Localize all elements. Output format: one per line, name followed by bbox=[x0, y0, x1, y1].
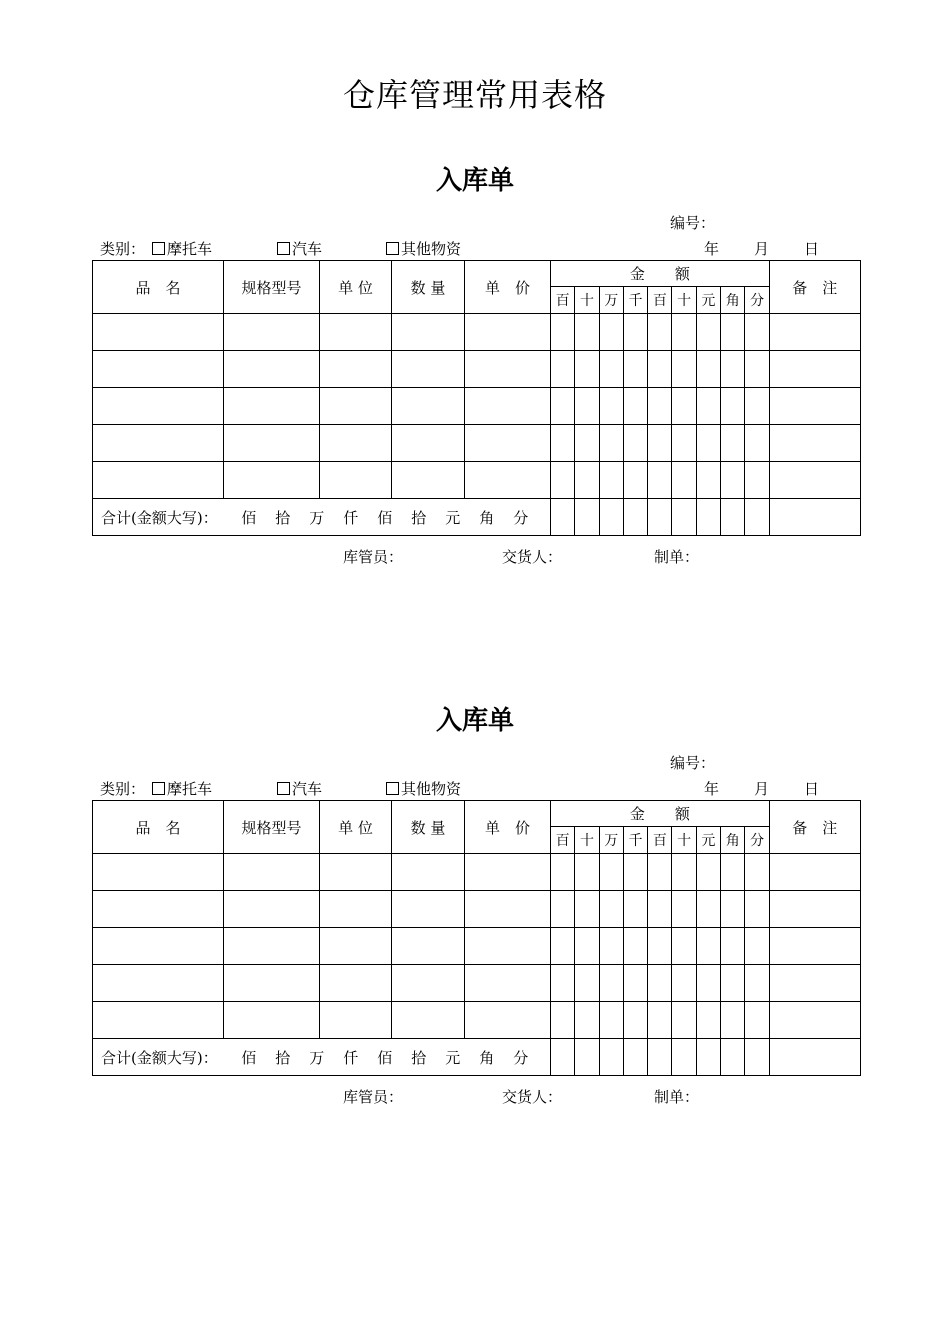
amount-digit-cell[interactable] bbox=[623, 499, 647, 536]
remark-cell[interactable] bbox=[769, 1002, 860, 1039]
amount-digit-header: 分 bbox=[745, 287, 769, 314]
name-cell[interactable] bbox=[93, 1002, 224, 1039]
inbound-table bbox=[92, 800, 861, 1076]
amount-digit-cell[interactable] bbox=[599, 314, 623, 351]
remark-cell[interactable] bbox=[769, 928, 860, 965]
price-cell[interactable] bbox=[465, 928, 551, 965]
amount-digit-cell[interactable] bbox=[696, 351, 720, 388]
checkbox-icon[interactable] bbox=[386, 782, 399, 795]
amount-digit-cell[interactable] bbox=[551, 854, 575, 891]
col-header-qty: 数 量 bbox=[392, 261, 465, 314]
amount-digit-cell[interactable] bbox=[551, 462, 575, 499]
unit-cell[interactable] bbox=[320, 965, 392, 1002]
total-unit: 万 bbox=[309, 1048, 325, 1067]
category-option-other[interactable]: 其他物资 bbox=[386, 238, 461, 259]
amount-digit-header: 万 bbox=[599, 827, 623, 854]
checkbox-icon[interactable] bbox=[277, 242, 290, 255]
amount-digit-cell[interactable] bbox=[623, 314, 647, 351]
table-row bbox=[93, 462, 861, 499]
amount-digit-cell[interactable] bbox=[696, 425, 720, 462]
amount-digit-cell[interactable] bbox=[599, 1002, 623, 1039]
name-cell[interactable] bbox=[93, 351, 224, 388]
table-row bbox=[93, 928, 861, 965]
form-title: 入库单 bbox=[435, 706, 514, 736]
amount-digit-cell[interactable] bbox=[696, 1039, 720, 1076]
amount-digit-cell[interactable] bbox=[648, 388, 672, 425]
total-unit: 元 bbox=[445, 1048, 461, 1067]
col-header-amount: 金 额 bbox=[551, 801, 770, 827]
amount-digit-cell[interactable] bbox=[672, 854, 696, 891]
amount-digit-cell[interactable] bbox=[575, 854, 599, 891]
amount-digit-cell[interactable] bbox=[551, 928, 575, 965]
qty-cell[interactable] bbox=[392, 928, 465, 965]
amount-digit-cell[interactable] bbox=[575, 965, 599, 1002]
total-unit: 佰 bbox=[241, 508, 257, 527]
price-cell[interactable] bbox=[465, 1002, 551, 1039]
amount-digit-cell[interactable] bbox=[745, 314, 769, 351]
amount-digit-cell[interactable] bbox=[551, 351, 575, 388]
unit-cell[interactable] bbox=[320, 928, 392, 965]
spec-cell[interactable] bbox=[224, 854, 320, 891]
amount-digit-cell[interactable] bbox=[696, 1002, 720, 1039]
name-cell[interactable] bbox=[93, 965, 224, 1002]
total-unit: 拾 bbox=[411, 1048, 427, 1067]
price-cell[interactable] bbox=[465, 462, 551, 499]
amount-digit-cell[interactable] bbox=[745, 928, 769, 965]
col-header-price: 单 价 bbox=[465, 261, 551, 314]
total-unit: 佰 bbox=[241, 1048, 257, 1067]
amount-digit-cell[interactable] bbox=[599, 462, 623, 499]
amount-digit-cell[interactable] bbox=[599, 499, 623, 536]
amount-digit-cell[interactable] bbox=[551, 1039, 575, 1076]
amount-digit-header: 分 bbox=[745, 827, 769, 854]
table-row bbox=[93, 965, 861, 1002]
header-row bbox=[93, 801, 861, 827]
amount-digit-cell[interactable] bbox=[648, 314, 672, 351]
price-cell[interactable] bbox=[465, 388, 551, 425]
checkbox-icon[interactable] bbox=[277, 782, 290, 795]
total-unit: 佰 bbox=[377, 1048, 393, 1067]
amount-digit-cell[interactable] bbox=[575, 928, 599, 965]
serial-label: 编号： bbox=[670, 214, 716, 232]
price-cell[interactable] bbox=[465, 425, 551, 462]
category-option-car[interactable]: 汽车 bbox=[277, 778, 322, 799]
remark-cell[interactable] bbox=[769, 462, 860, 499]
date-day: 日 bbox=[804, 780, 820, 798]
amount-digit-cell[interactable] bbox=[648, 854, 672, 891]
amount-digit-cell[interactable] bbox=[623, 965, 647, 1002]
col-header-remark: 备 注 bbox=[769, 261, 860, 314]
table-row bbox=[93, 425, 861, 462]
document-title: 仓库管理常用表格 bbox=[342, 76, 607, 114]
amount-digit-cell[interactable] bbox=[721, 891, 745, 928]
amount-digit-cell[interactable] bbox=[672, 499, 696, 536]
amount-digit-cell[interactable] bbox=[575, 462, 599, 499]
spec-cell[interactable] bbox=[224, 965, 320, 1002]
name-cell[interactable] bbox=[93, 314, 224, 351]
amount-digit-cell[interactable] bbox=[623, 891, 647, 928]
deliverer-label: 交货人： bbox=[502, 1088, 563, 1106]
amount-digit-cell[interactable] bbox=[745, 462, 769, 499]
inbound-form bbox=[0, 160, 950, 580]
name-cell[interactable] bbox=[93, 425, 224, 462]
amount-digit-header: 元 bbox=[696, 287, 720, 314]
remark-cell[interactable] bbox=[769, 1039, 860, 1076]
amount-digit-cell[interactable] bbox=[721, 499, 745, 536]
total-unit: 万 bbox=[309, 508, 325, 527]
amount-digit-cell[interactable] bbox=[648, 928, 672, 965]
serial-label: 编号： bbox=[670, 754, 716, 772]
qty-cell[interactable] bbox=[392, 425, 465, 462]
col-header-price: 单 价 bbox=[465, 801, 551, 854]
amount-digit-cell[interactable] bbox=[696, 928, 720, 965]
remark-cell[interactable] bbox=[769, 891, 860, 928]
date-year: 年 bbox=[704, 780, 720, 798]
total-unit: 角 bbox=[479, 508, 495, 527]
col-header-remark: 备 注 bbox=[769, 801, 860, 854]
category-option-motorcycle[interactable]: 摩托车 bbox=[152, 238, 212, 259]
keeper-label: 库管员： bbox=[343, 548, 404, 566]
amount-digit-cell[interactable] bbox=[599, 891, 623, 928]
remark-cell[interactable] bbox=[769, 854, 860, 891]
qty-cell[interactable] bbox=[392, 351, 465, 388]
qty-cell[interactable] bbox=[392, 854, 465, 891]
date-day: 日 bbox=[804, 240, 820, 258]
total-label: 合计(金额大写)： bbox=[101, 1048, 218, 1067]
col-header-unit: 单 位 bbox=[320, 801, 392, 854]
spec-cell[interactable] bbox=[224, 1002, 320, 1039]
amount-digit-cell[interactable] bbox=[575, 388, 599, 425]
qty-cell[interactable] bbox=[392, 388, 465, 425]
unit-cell[interactable] bbox=[320, 854, 392, 891]
amount-digit-cell[interactable] bbox=[575, 351, 599, 388]
amount-digit-cell[interactable] bbox=[575, 891, 599, 928]
remark-cell[interactable] bbox=[769, 351, 860, 388]
total-unit: 拾 bbox=[411, 508, 427, 527]
spec-cell[interactable] bbox=[224, 425, 320, 462]
category-option-car[interactable]: 汽车 bbox=[277, 238, 322, 259]
amount-digit-cell[interactable] bbox=[721, 854, 745, 891]
keeper-label: 库管员： bbox=[343, 1088, 404, 1106]
name-cell[interactable] bbox=[93, 388, 224, 425]
unit-cell[interactable] bbox=[320, 314, 392, 351]
amount-digit-cell[interactable] bbox=[696, 891, 720, 928]
total-cell[interactable] bbox=[93, 1039, 551, 1076]
amount-digit-cell[interactable] bbox=[672, 891, 696, 928]
unit-cell[interactable] bbox=[320, 351, 392, 388]
total-unit: 仟 bbox=[343, 1048, 359, 1067]
col-header-qty: 数 量 bbox=[392, 801, 465, 854]
amount-digit-cell[interactable] bbox=[721, 928, 745, 965]
total-unit: 元 bbox=[445, 508, 461, 527]
amount-digit-cell[interactable] bbox=[672, 351, 696, 388]
amount-digit-cell[interactable] bbox=[599, 1039, 623, 1076]
checkbox-icon[interactable] bbox=[386, 242, 399, 255]
unit-cell[interactable] bbox=[320, 891, 392, 928]
spec-cell[interactable] bbox=[224, 928, 320, 965]
total-unit: 仟 bbox=[343, 508, 359, 527]
inbound-form bbox=[0, 700, 950, 1120]
amount-digit-header: 千 bbox=[623, 827, 647, 854]
amount-digit-cell[interactable] bbox=[648, 462, 672, 499]
amount-digit-cell[interactable] bbox=[672, 462, 696, 499]
date-month: 月 bbox=[754, 780, 770, 798]
amount-digit-cell[interactable] bbox=[648, 1002, 672, 1039]
amount-digit-header: 角 bbox=[721, 827, 745, 854]
amount-digit-cell[interactable] bbox=[648, 425, 672, 462]
table-row bbox=[93, 854, 861, 891]
amount-digit-header: 十 bbox=[672, 827, 696, 854]
form-title: 入库单 bbox=[435, 166, 514, 196]
amount-digit-cell[interactable] bbox=[551, 891, 575, 928]
date-month: 月 bbox=[754, 240, 770, 258]
amount-digit-cell[interactable] bbox=[575, 314, 599, 351]
amount-digit-cell[interactable] bbox=[599, 351, 623, 388]
remark-cell[interactable] bbox=[769, 425, 860, 462]
amount-digit-cell[interactable] bbox=[575, 1002, 599, 1039]
spec-cell[interactable] bbox=[224, 351, 320, 388]
amount-digit-cell[interactable] bbox=[721, 314, 745, 351]
category-label: 类别： bbox=[100, 240, 146, 258]
amount-digit-header: 十 bbox=[575, 827, 599, 854]
maker-label: 制单： bbox=[654, 1088, 700, 1106]
amount-digit-cell[interactable] bbox=[721, 1039, 745, 1076]
amount-digit-cell[interactable] bbox=[575, 425, 599, 462]
amount-digit-cell[interactable] bbox=[599, 425, 623, 462]
qty-cell[interactable] bbox=[392, 462, 465, 499]
amount-digit-cell[interactable] bbox=[745, 854, 769, 891]
spec-cell[interactable] bbox=[224, 462, 320, 499]
total-cell[interactable] bbox=[93, 499, 551, 536]
category-option-other[interactable]: 其他物资 bbox=[386, 778, 461, 799]
col-header-spec: 规格型号 bbox=[224, 801, 320, 854]
amount-digit-cell[interactable] bbox=[745, 351, 769, 388]
amount-digit-cell[interactable] bbox=[745, 1039, 769, 1076]
amount-digit-cell[interactable] bbox=[551, 1002, 575, 1039]
header-row bbox=[93, 261, 861, 287]
amount-digit-cell[interactable] bbox=[672, 388, 696, 425]
amount-digit-header: 千 bbox=[623, 287, 647, 314]
col-header-amount: 金 额 bbox=[551, 261, 770, 287]
name-cell[interactable] bbox=[93, 928, 224, 965]
amount-digit-cell[interactable] bbox=[721, 965, 745, 1002]
amount-digit-cell[interactable] bbox=[599, 965, 623, 1002]
price-cell[interactable] bbox=[465, 314, 551, 351]
amount-digit-cell[interactable] bbox=[623, 1039, 647, 1076]
amount-digit-cell[interactable] bbox=[672, 965, 696, 1002]
amount-digit-header: 十 bbox=[672, 287, 696, 314]
amount-digit-cell[interactable] bbox=[672, 1002, 696, 1039]
amount-digit-cell[interactable] bbox=[721, 1002, 745, 1039]
amount-digit-cell[interactable] bbox=[745, 1002, 769, 1039]
amount-digit-cell[interactable] bbox=[745, 891, 769, 928]
amount-digit-header: 百 bbox=[648, 827, 672, 854]
amount-digit-cell[interactable] bbox=[696, 965, 720, 1002]
amount-digit-cell[interactable] bbox=[648, 891, 672, 928]
col-header-name: 品 名 bbox=[93, 801, 224, 854]
amount-digit-cell[interactable] bbox=[696, 388, 720, 425]
table-row bbox=[93, 891, 861, 928]
total-row bbox=[93, 499, 861, 536]
category-row bbox=[100, 778, 840, 800]
total-unit: 拾 bbox=[275, 1048, 291, 1067]
amount-digit-cell[interactable] bbox=[551, 965, 575, 1002]
remark-cell[interactable] bbox=[769, 965, 860, 1002]
amount-digit-cell[interactable] bbox=[696, 499, 720, 536]
amount-digit-cell[interactable] bbox=[648, 1039, 672, 1076]
amount-digit-cell[interactable] bbox=[551, 388, 575, 425]
col-header-spec: 规格型号 bbox=[224, 261, 320, 314]
amount-digit-cell[interactable] bbox=[648, 499, 672, 536]
total-unit: 角 bbox=[479, 1048, 495, 1067]
col-header-name: 品 名 bbox=[93, 261, 224, 314]
amount-digit-cell[interactable] bbox=[672, 425, 696, 462]
amount-digit-cell[interactable] bbox=[599, 928, 623, 965]
amount-digit-cell[interactable] bbox=[551, 314, 575, 351]
amount-digit-cell[interactable] bbox=[721, 388, 745, 425]
amount-digit-cell[interactable] bbox=[672, 314, 696, 351]
amount-digit-cell[interactable] bbox=[623, 425, 647, 462]
unit-cell[interactable] bbox=[320, 388, 392, 425]
total-unit: 分 bbox=[513, 508, 529, 527]
amount-digit-cell[interactable] bbox=[696, 462, 720, 499]
amount-digit-cell[interactable] bbox=[623, 388, 647, 425]
unit-cell[interactable] bbox=[320, 462, 392, 499]
qty-cell[interactable] bbox=[392, 1002, 465, 1039]
deliverer-label: 交货人： bbox=[502, 548, 563, 566]
maker-label: 制单： bbox=[654, 548, 700, 566]
qty-cell[interactable] bbox=[392, 965, 465, 1002]
amount-digit-header: 元 bbox=[696, 827, 720, 854]
amount-digit-cell[interactable] bbox=[745, 425, 769, 462]
total-unit: 拾 bbox=[275, 508, 291, 527]
category-label: 类别： bbox=[100, 780, 146, 798]
amount-digit-cell[interactable] bbox=[623, 928, 647, 965]
amount-digit-cell[interactable] bbox=[745, 388, 769, 425]
amount-digit-cell[interactable] bbox=[623, 351, 647, 388]
amount-digit-cell[interactable] bbox=[648, 965, 672, 1002]
name-cell[interactable] bbox=[93, 891, 224, 928]
checkbox-icon[interactable] bbox=[152, 242, 165, 255]
name-cell[interactable] bbox=[93, 462, 224, 499]
total-unit: 佰 bbox=[377, 508, 393, 527]
amount-digit-cell[interactable] bbox=[721, 425, 745, 462]
amount-digit-cell[interactable] bbox=[648, 351, 672, 388]
amount-digit-header: 百 bbox=[648, 287, 672, 314]
amount-digit-cell[interactable] bbox=[696, 314, 720, 351]
table-row bbox=[93, 351, 861, 388]
unit-cell[interactable] bbox=[320, 1002, 392, 1039]
amount-digit-cell[interactable] bbox=[623, 1002, 647, 1039]
amount-digit-cell[interactable] bbox=[575, 499, 599, 536]
total-label: 合计(金额大写)： bbox=[101, 508, 218, 527]
amount-digit-cell[interactable] bbox=[672, 928, 696, 965]
amount-digit-header: 百 bbox=[551, 827, 575, 854]
amount-digit-cell[interactable] bbox=[623, 462, 647, 499]
spec-cell[interactable] bbox=[224, 314, 320, 351]
spec-cell[interactable] bbox=[224, 388, 320, 425]
amount-digit-cell[interactable] bbox=[745, 965, 769, 1002]
amount-digit-cell[interactable] bbox=[721, 351, 745, 388]
amount-digit-cell[interactable] bbox=[623, 854, 647, 891]
amount-digit-cell[interactable] bbox=[551, 499, 575, 536]
name-cell[interactable] bbox=[93, 854, 224, 891]
date-year: 年 bbox=[704, 240, 720, 258]
category-option-motorcycle[interactable]: 摩托车 bbox=[152, 778, 212, 799]
amount-digit-cell[interactable] bbox=[599, 388, 623, 425]
price-cell[interactable] bbox=[465, 965, 551, 1002]
amount-digit-cell[interactable] bbox=[575, 1039, 599, 1076]
amount-digit-cell[interactable] bbox=[551, 425, 575, 462]
remark-cell[interactable] bbox=[769, 314, 860, 351]
amount-digit-header: 万 bbox=[599, 287, 623, 314]
spec-cell[interactable] bbox=[224, 891, 320, 928]
amount-digit-header: 百 bbox=[551, 287, 575, 314]
qty-cell[interactable] bbox=[392, 891, 465, 928]
category-row bbox=[100, 238, 840, 260]
price-cell[interactable] bbox=[465, 854, 551, 891]
remark-cell[interactable] bbox=[769, 499, 860, 536]
remark-cell[interactable] bbox=[769, 388, 860, 425]
table-row bbox=[93, 388, 861, 425]
inbound-table bbox=[92, 260, 861, 536]
total-row bbox=[93, 1039, 861, 1076]
qty-cell[interactable] bbox=[392, 314, 465, 351]
total-unit: 分 bbox=[513, 1048, 529, 1067]
unit-cell[interactable] bbox=[320, 425, 392, 462]
amount-digit-cell[interactable] bbox=[696, 854, 720, 891]
amount-digit-cell[interactable] bbox=[745, 499, 769, 536]
col-header-unit: 单 位 bbox=[320, 261, 392, 314]
amount-digit-cell[interactable] bbox=[721, 462, 745, 499]
amount-digit-cell[interactable] bbox=[672, 1039, 696, 1076]
amount-digit-header: 角 bbox=[721, 287, 745, 314]
table-row bbox=[93, 314, 861, 351]
price-cell[interactable] bbox=[465, 351, 551, 388]
table-row bbox=[93, 1002, 861, 1039]
price-cell[interactable] bbox=[465, 891, 551, 928]
amount-digit-header: 十 bbox=[575, 287, 599, 314]
checkbox-icon[interactable] bbox=[152, 782, 165, 795]
amount-digit-cell[interactable] bbox=[599, 854, 623, 891]
